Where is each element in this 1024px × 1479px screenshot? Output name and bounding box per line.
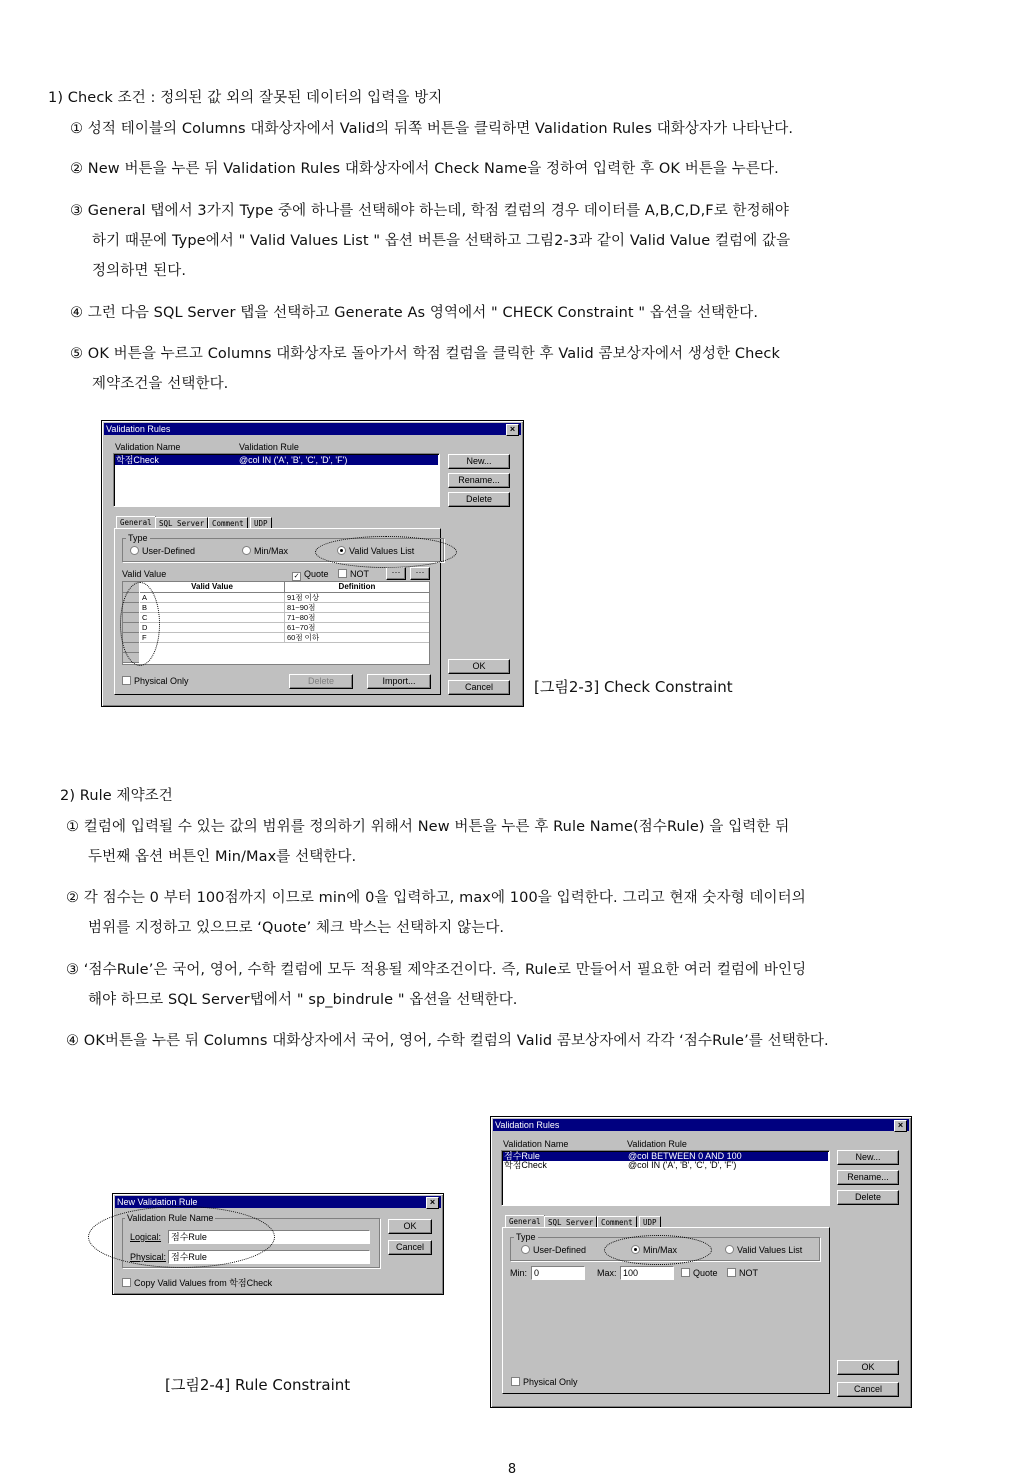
section1-item-2: ② New 버튼을 누른 뒤 Validation Rules 대화상자에서 Check Name을 정하여 입력한 후 OK 버튼을 누른다.	[70, 161, 779, 177]
physical-only-label: Physical Only	[523, 1377, 578, 1387]
list-item[interactable]	[504, 1161, 547, 1170]
rule-name: 점수Rule	[504, 1151, 540, 1161]
section1-item-5: ⑤ OK 버튼을 누르고 Columns 대화상자로 돌아가서 학점 컬럼을 클릭한 후 Valid 콤보상자에서 생성한 Check	[70, 346, 781, 362]
not-label: NOT	[739, 1268, 758, 1278]
radio-icon	[725, 1245, 734, 1254]
page-number: 8	[507, 1462, 517, 1477]
rules-list[interactable]	[113, 453, 440, 507]
section1-item-1: ① 성적 테이블의 Columns 대화상자에서 Valid의 뒤쪽 버튼을 클릭하면 Validation Rules 대화상자가 나타난다.	[70, 121, 794, 137]
radio-icon	[242, 546, 251, 555]
section1-item-5-cont: 제약조건을 선택한다.	[92, 376, 229, 392]
new-button[interactable]: New...	[448, 454, 510, 469]
validation-rules-dialog-check	[101, 420, 524, 707]
rules-list[interactable]	[501, 1150, 830, 1206]
col-header-rule: Validation Rule	[239, 442, 299, 452]
section2-item-1: ① 컬럼에 입력될 수 있는 값의 범위를 정의하기 위해서 New 버튼을 누른 후 Rule Name(점수Rule) 을 입력한 뒤	[66, 819, 790, 835]
ok-button[interactable]: OK	[448, 659, 510, 674]
close-icon[interactable]: ×	[506, 424, 519, 436]
section1-item-3: ③ General 탭에서 3가지 Type 중에 하나를 선택해야 하는데, 학점 컬럼의 경우 데이터를 A,B,C,D,F로 한정해야	[70, 203, 789, 219]
not-checkbox[interactable]	[727, 1268, 758, 1278]
logical-name-input[interactable]: 점수Rule	[168, 1230, 370, 1244]
checkbox-empty-icon	[511, 1377, 520, 1386]
section2-item-2: ② 각 점수는 0 부터 100점까지 이므로 min에 0을 입력하고, max에 100을 입력한다. 그리고 현재 숫자형 데이터의	[66, 890, 806, 906]
checkbox-empty-icon	[727, 1268, 736, 1277]
quote-checkbox[interactable]	[292, 569, 329, 581]
grid-cell-value[interactable]: D	[140, 623, 285, 633]
radio-valid-values-list[interactable]	[725, 1245, 802, 1255]
radio-user-defined[interactable]	[130, 546, 195, 556]
tab-sql-server[interactable]: SQL Server	[544, 1216, 597, 1228]
list-item-selected[interactable]	[115, 455, 438, 465]
radio-label: User-Defined	[533, 1245, 587, 1255]
figure-caption-2-3: [그림2-3] Check Constraint	[534, 678, 733, 696]
delete-button[interactable]: Delete	[837, 1190, 899, 1205]
grid-cell-definition[interactable]: 61~70점	[285, 623, 429, 633]
radio-icon	[521, 1245, 530, 1254]
checkbox-empty-icon	[681, 1268, 690, 1277]
col-header-name: Validation Name	[115, 442, 181, 452]
rename-button[interactable]: Rename...	[837, 1170, 899, 1185]
checkbox-empty-icon	[338, 569, 347, 578]
rename-button[interactable]: Rename...	[448, 473, 510, 488]
tab-general[interactable]: General	[505, 1215, 545, 1227]
valid-value-label: Valid Value	[122, 569, 167, 579]
rule-expr: @col IN ('A', 'B', 'C', 'D', 'F')	[239, 455, 348, 465]
section2-item-3-cont: 해야 하므로 SQL Server탭에서 " sp_bindrule " 옵션을 선택한다.	[88, 992, 518, 1008]
grid-cell-definition[interactable]: 60점 이하	[285, 633, 429, 643]
radio-label: Valid Values List	[737, 1245, 803, 1255]
max-label: Max:	[597, 1268, 617, 1278]
physical-only-checkbox[interactable]	[122, 676, 189, 686]
tab-udp[interactable]: UDP	[639, 1216, 661, 1228]
max-input[interactable]: 100	[620, 1266, 674, 1280]
copy-valid-values-checkbox[interactable]	[122, 1276, 272, 1289]
col-header-name: Validation Name	[503, 1139, 569, 1149]
grid-cell-value[interactable]: B	[140, 603, 285, 613]
section2-item-1-cont: 두번째 옵션 버튼인 Min/Max를 선택한다.	[88, 849, 357, 865]
quote-checkbox[interactable]	[681, 1268, 718, 1278]
section1-item-3-cont1: 하기 때문에 Type에서 " Valid Values List " 옵션 버튼을 선택하고 그림2-3과 같이 Valid Value 컬럼에 값을	[92, 233, 791, 249]
min-input[interactable]: 0	[531, 1266, 585, 1280]
ok-button[interactable]: OK	[837, 1360, 899, 1375]
highlight-ellipse	[88, 1206, 275, 1268]
section1-item-3-cont2: 정의하면 된다.	[92, 263, 187, 279]
dialog-title: New Validation Rule	[117, 1197, 198, 1207]
grid-cell-value[interactable]: C	[140, 613, 285, 623]
quote-label: Quote	[304, 569, 329, 579]
tab-udp[interactable]: UDP	[250, 517, 272, 529]
new-button[interactable]: New...	[837, 1150, 899, 1165]
grid-cell-value[interactable]: A	[140, 593, 285, 603]
physical-name-input[interactable]: 점수Rule	[168, 1250, 370, 1264]
highlight-ellipse	[315, 536, 457, 568]
logical-label: Logical:	[130, 1232, 162, 1242]
tab-comment[interactable]: Comment	[597, 1216, 637, 1228]
quote-label: Quote	[693, 1268, 718, 1278]
highlight-ellipse	[120, 582, 160, 666]
grid-cell-value[interactable]: F	[140, 633, 285, 643]
copy-valid-values-label: Copy Valid Values from 학점Check	[134, 1278, 273, 1288]
col-header-rule: Validation Rule	[627, 1139, 687, 1149]
not-checkbox[interactable]	[338, 569, 369, 579]
check-icon: ✓	[293, 573, 300, 580]
radio-label: Min/Max	[254, 546, 289, 556]
rule-expr: @col BETWEEN 0 AND 100	[628, 1151, 742, 1161]
grid-options-button[interactable]: ···	[410, 567, 430, 580]
checkbox-empty-icon	[122, 676, 131, 685]
new-validation-rule-dialog	[112, 1193, 444, 1295]
not-label: NOT	[350, 569, 369, 579]
section2-item-2-cont: 범위를 지정하고 있으므로 ‘Quote’ 체크 박스는 선택하지 않는다.	[88, 920, 505, 936]
physical-label: Physical:	[130, 1252, 167, 1262]
cancel-button[interactable]: Cancel	[837, 1382, 899, 1397]
grid-cell-definition[interactable]: 81~90점	[285, 603, 429, 613]
rule-name-group-label: Validation Rule Name	[127, 1213, 214, 1223]
rule-name: 학점Check	[116, 455, 159, 465]
cancel-button[interactable]: Cancel	[448, 680, 510, 695]
radio-label: Min/Max	[643, 1245, 678, 1255]
section2-heading: 2) Rule 제약조건	[60, 788, 173, 804]
radio-label: User-Defined	[142, 546, 196, 556]
dialog-titlebar	[493, 1119, 909, 1131]
figure-caption-2-4: [그림2-4] Rule Constraint	[165, 1376, 351, 1394]
highlight-ellipse	[604, 1235, 712, 1265]
dialog-title: Validation Rules	[106, 424, 171, 434]
close-icon[interactable]: ×	[894, 1120, 907, 1132]
physical-only-checkbox[interactable]	[511, 1377, 578, 1387]
section2-item-4: ④ OK버튼을 누른 뒤 Columns 대화상자에서 국어, 영어, 수학 컬럼의 Valid 콤보상자에서 각각 ‘점수Rule’를 선택한다.	[66, 1033, 829, 1049]
valid-values-grid[interactable]	[122, 581, 430, 665]
radio-label: Valid Values List	[349, 546, 415, 556]
dialog-titlebar	[104, 423, 521, 435]
grid-header-value: Valid Value	[140, 582, 285, 593]
grid-delete-button[interactable]: Delete	[289, 674, 353, 689]
tab-sql-server[interactable]: SQL Server	[155, 517, 208, 529]
tab-general[interactable]: General	[116, 516, 156, 528]
section1-item-4: ④ 그런 다음 SQL Server 탭을 선택하고 Generate As 영역에서 " CHECK Constraint " 옵션을 선택한다.	[70, 305, 759, 321]
tab-comment[interactable]: Comment	[208, 517, 248, 529]
type-label: Type	[516, 1232, 536, 1242]
close-icon[interactable]: ×	[426, 1197, 439, 1209]
grid-header-definition: Definition	[285, 582, 429, 593]
grid-cell-definition[interactable]: 71~80점	[285, 613, 429, 623]
grid-cell-definition[interactable]: 91점 이상	[285, 593, 429, 603]
delete-button[interactable]: Delete	[448, 492, 510, 507]
dialog-title: Validation Rules	[495, 1120, 560, 1130]
checkbox-empty-icon	[122, 1278, 131, 1287]
radio-user-defined[interactable]	[521, 1245, 586, 1255]
import-button[interactable]: Import...	[367, 674, 431, 689]
physical-only-label: Physical Only	[134, 676, 189, 686]
section1-heading: 1) Check 조건 : 정의된 값 외의 잘못된 데이터의 입력을 방지	[48, 90, 443, 106]
radio-min-max[interactable]	[242, 546, 288, 556]
cancel-button[interactable]: Cancel	[388, 1240, 432, 1255]
radio-icon	[130, 546, 139, 555]
rule-name: 학점Check	[504, 1160, 547, 1170]
rule-expr: @col IN ('A', 'B', 'C', 'D', 'F')	[628, 1160, 737, 1170]
grid-edit-button[interactable]: ···	[386, 567, 406, 580]
ok-button[interactable]: OK	[388, 1219, 432, 1234]
type-label: Type	[128, 533, 148, 543]
min-label: Min:	[510, 1268, 528, 1278]
section2-item-3: ③ ‘점수Rule’은 국어, 영어, 수학 컬럼에 모두 적용될 제약조건이다. 즉, Rule로 만들어서 필요한 여러 컬럼에 바인딩	[66, 962, 807, 978]
validation-rules-dialog-rule	[490, 1116, 912, 1408]
